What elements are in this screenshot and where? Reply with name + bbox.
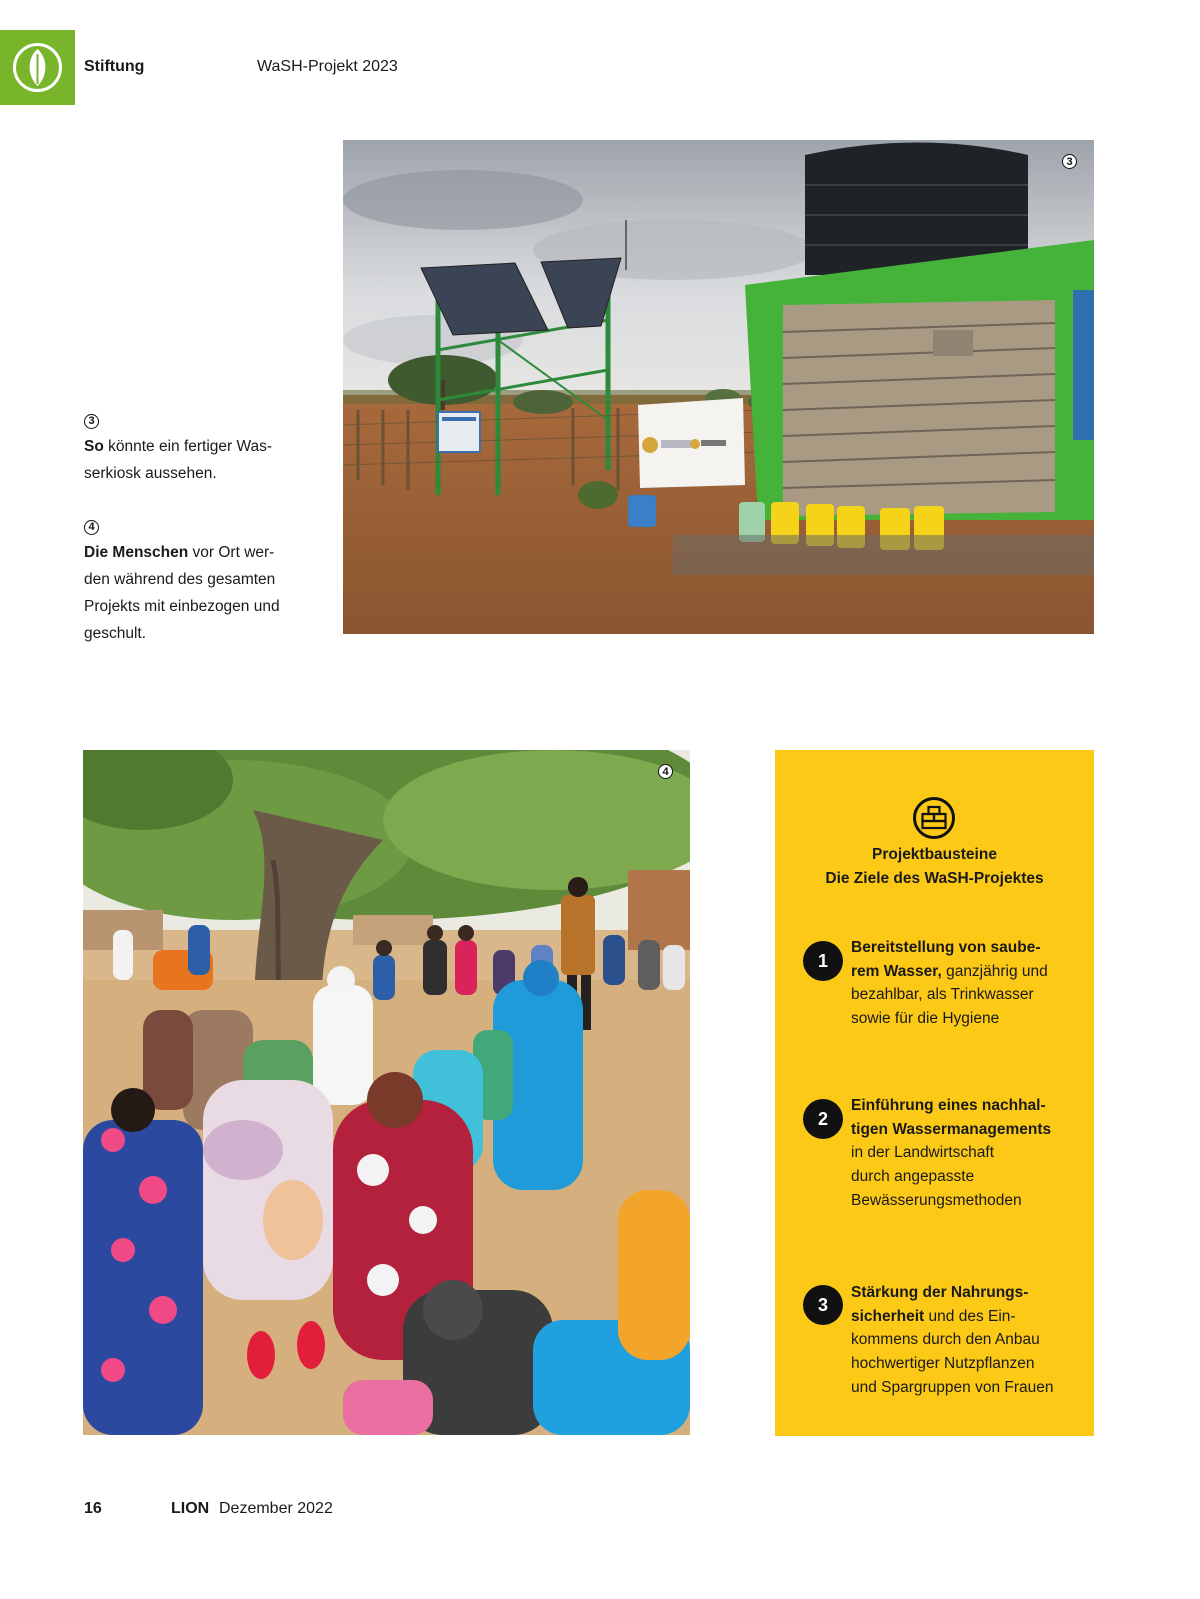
goals-subtitle: Die Ziele des WaSH-Projektes xyxy=(825,870,1044,887)
water-kiosk-photo xyxy=(343,140,1094,634)
goal-number-3: 3 xyxy=(803,1285,843,1325)
caption-3-text: könnte ein fertiger Was- xyxy=(103,438,273,455)
caption-4 xyxy=(84,512,314,647)
caption-3 xyxy=(84,406,314,487)
goal-number-2: 2 xyxy=(803,1099,843,1139)
logo xyxy=(0,30,75,105)
caption-4-text: vor Ort wer- xyxy=(188,544,275,561)
goals-heading xyxy=(775,843,1094,891)
caption-4-line2: den während des gesamten xyxy=(84,571,276,588)
caption-4-line3: Projekts mit einbezogen und xyxy=(84,598,280,615)
photo-badge-4: 4 xyxy=(658,764,673,779)
goals-title: Projektbausteine xyxy=(872,846,997,863)
caption-number-3: 3 xyxy=(84,414,99,429)
caption-3-bold: So xyxy=(84,438,104,455)
magazine-name: LION xyxy=(171,1500,210,1517)
caption-4-line4: geschult. xyxy=(84,625,147,642)
leaf-icon xyxy=(12,42,63,93)
caption-number-4: 4 xyxy=(84,520,99,535)
goal-3-text: Stärkung der Nahrungs- sicherheit und des Ein- kommens durch den Anbau hochwertiger Nutzpflanzen und Spargruppen von Frauen xyxy=(851,1284,1054,1396)
issue-date: Dezember 2022 xyxy=(219,1500,333,1517)
page-number: 16 xyxy=(84,1500,102,1517)
topic-label: WaSH-Projekt 2023 xyxy=(257,58,398,75)
community-meeting-photo xyxy=(83,750,690,1435)
building-blocks-icon xyxy=(912,796,956,840)
goal-number-1: 1 xyxy=(803,941,843,981)
goal-1-text: Bereitstellung von saube- rem Wasser, ganzjährig und bezahlbar, als Trinkwasser sowie für die Hygiene xyxy=(851,939,1048,1028)
caption-3-line2: serkiosk aussehen. xyxy=(84,465,217,482)
section-label: Stiftung xyxy=(84,58,145,75)
caption-4-bold: Die Menschen xyxy=(84,544,189,561)
photo-badge-3: 3 xyxy=(1062,154,1077,169)
goal-2-text: Einführung eines nachhal- tigen Wassermanagements in der Landwirtschaft durch angepasste Bewässerungsmethoden xyxy=(851,1097,1052,1209)
